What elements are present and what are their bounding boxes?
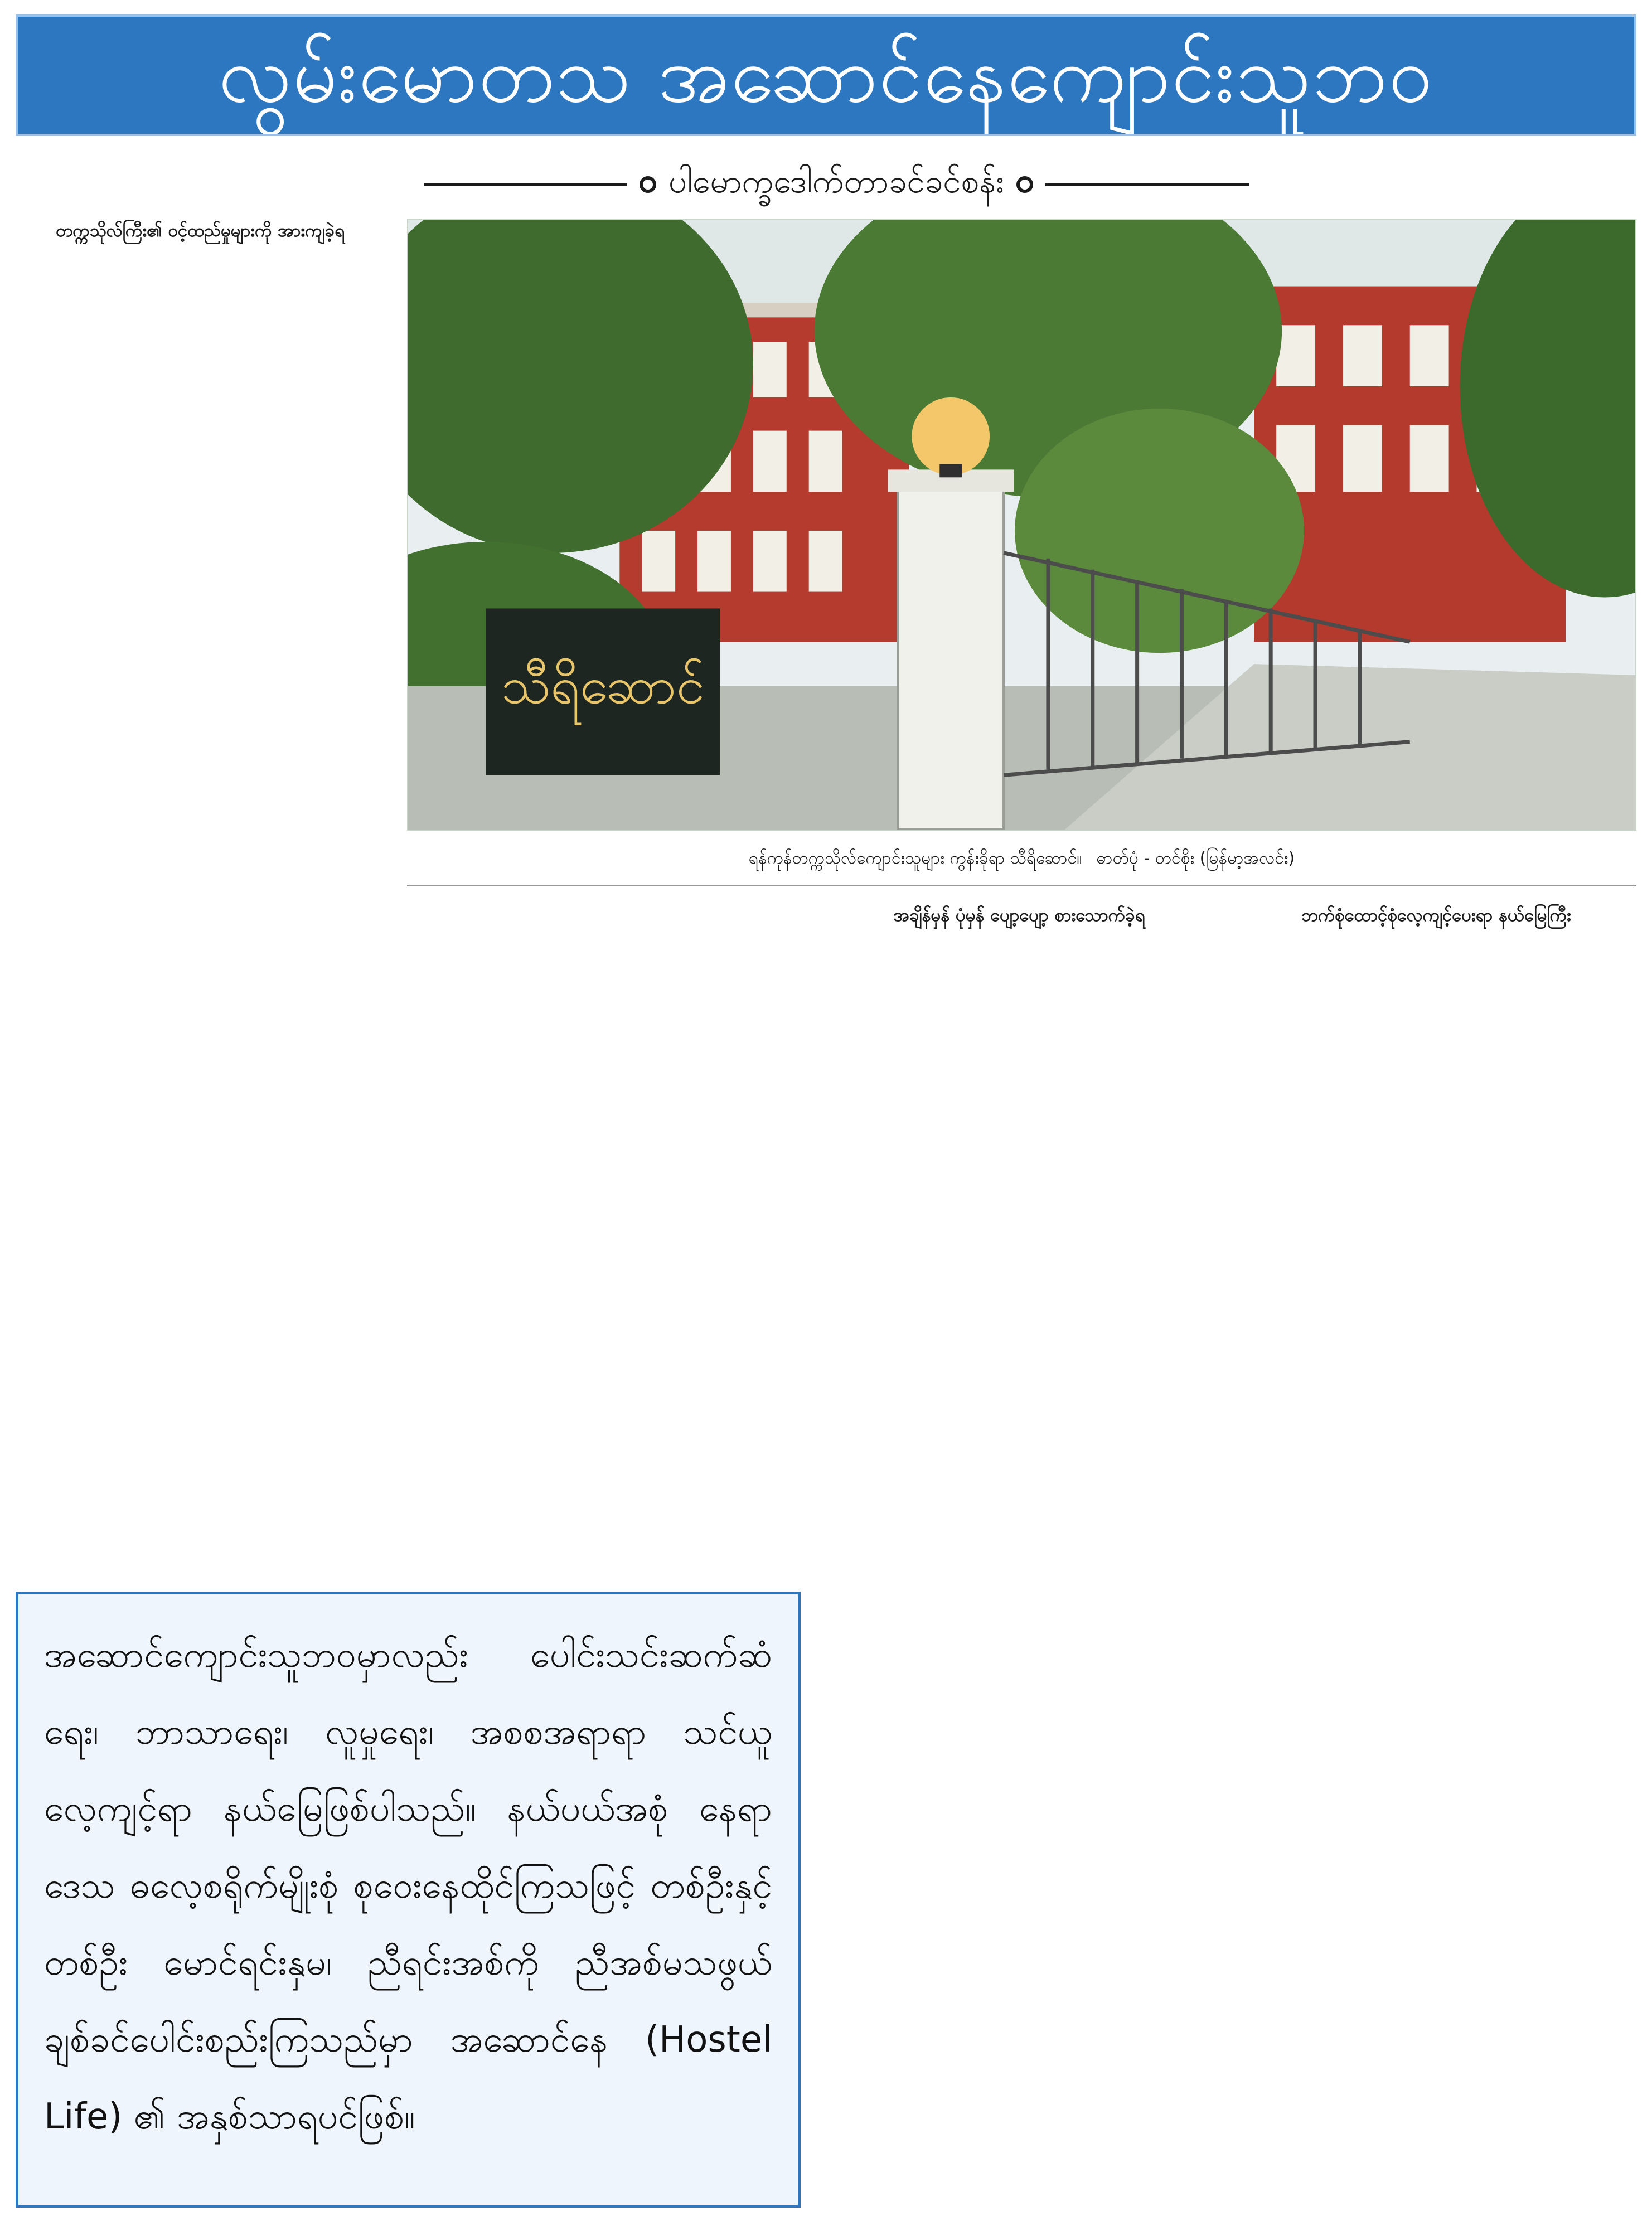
byline-rule-left [424, 183, 627, 186]
hall-photo-illustration [408, 220, 1635, 830]
pull-quote-box [16, 1592, 801, 2208]
hall-photo [407, 219, 1636, 831]
author-name: ပါမောက္ခဒေါက်တာခင်ခင်စန်း [668, 162, 1004, 200]
article-column-4 [1235, 903, 1638, 2208]
photo-caption [407, 833, 1636, 886]
photo-credit: ဓာတ်ပုံ - တင်စိုး (မြန်မာ့အလင်း) [1096, 848, 1295, 868]
masthead-banner [16, 14, 1636, 136]
subhead-3: ဘက်စုံထောင့်စုံလေ့ကျင့်ပေးရာ နယ်မြေကြီး [1301, 905, 1571, 925]
caption-text: ရန်ကုန်တက္ကသိုလ်ကျောင်းသူများ ကွန်းခိုရာ သီရိဆောင်။ [748, 848, 1082, 868]
subhead-2: အချိန်မှန် ပုံမှန် ပျော့ပျော့ စားသောက်ခဲ့ရ [893, 905, 1145, 925]
byline [424, 162, 1249, 204]
byline-ornament-right [1016, 176, 1033, 193]
hall-sign-text: သီရိဆောင် [501, 655, 705, 715]
byline-ornament-left [640, 176, 656, 193]
pillar-lamp [912, 397, 990, 475]
gate-pillar [898, 481, 1004, 830]
article-column-3 [818, 903, 1220, 2208]
page-title: လွမ်းမောတသ အဆောင်နေကျောင်းသူဘဝ [218, 30, 1434, 120]
article-column-2 [407, 903, 803, 1575]
article-column-1-top [8, 219, 393, 1567]
pull-quote-text: အဆောင်ကျောင်းသူဘဝမှာလည်း ပေါင်းသင်းဆက်ဆံရေး၊ ဘာသာရေး၊ လူမှုရေး၊ အစစအရာရာ သင်ယူလေ့ကျင့်ရာ နယ်မြေဖြစ်ပါသည်။ နယ်ပယ်အစုံ နေရာဒေသ ဓလေ့စရိုက်မျိုးစုံ စုဝေးနေထိုင်ကြသဖြင့် တစ်ဦးနှင့်တစ်ဦး မောင်ရင်းနှမ၊ ညီရင်းအစ်ကို ညီအစ်မသဖွယ် ချစ်ခင်ပေါင်းစည်းကြသည်မှာ အဆောင်နေ (Hostel Life) ၏ အနှစ်သာရပင်ဖြစ်။ [44, 1635, 772, 2137]
subhead-1: တက္ကသိုလ်ကြီး၏ ဝင့်ထည်မှုများကို အားကျခဲ့ရ [56, 221, 345, 241]
byline-rule-right [1045, 183, 1249, 186]
